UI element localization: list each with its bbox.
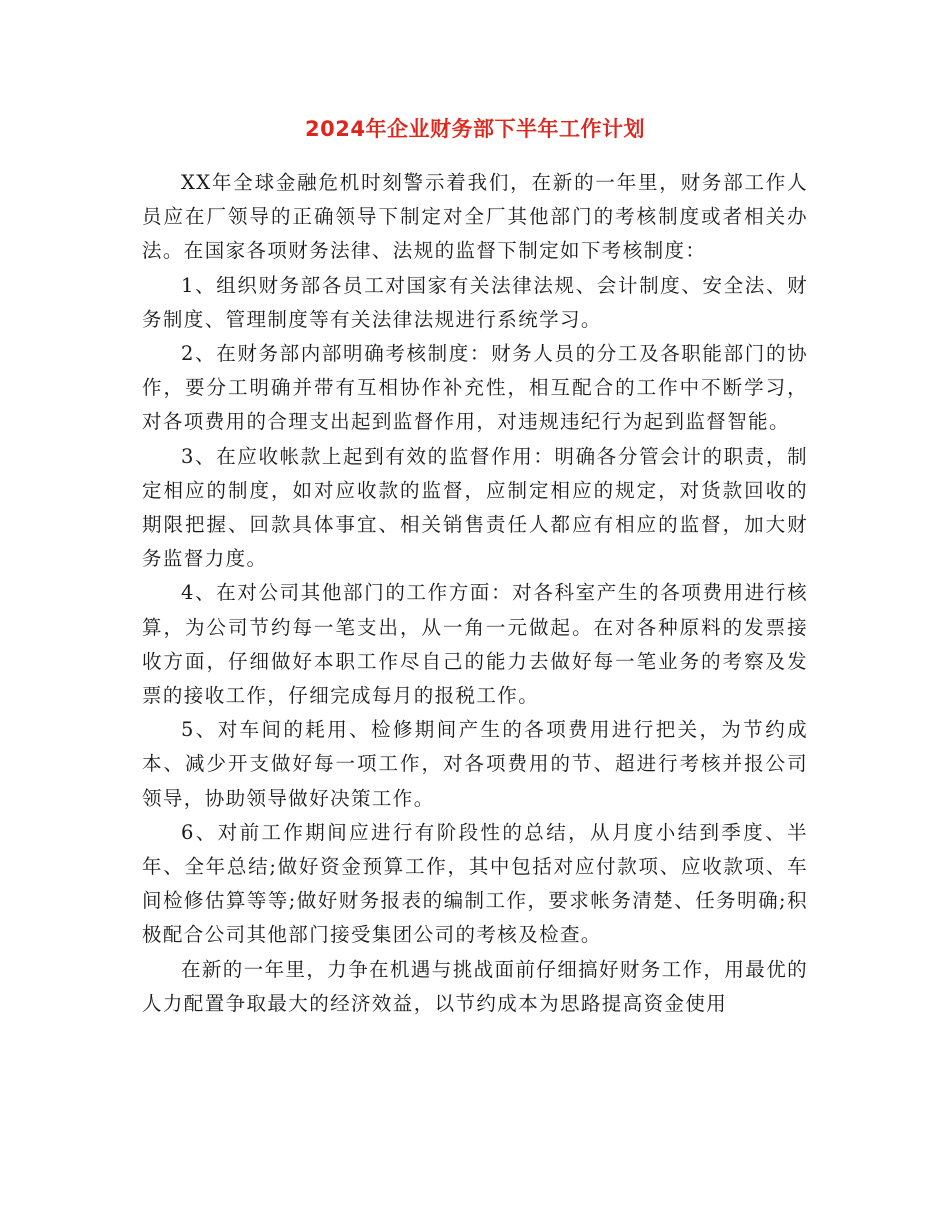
paragraph-item-4: 4、在对公司其他部门的工作方面：对各科室产生的各项费用进行核算，为公司节约每一笔支出，从一角一元做起。在对各种原料的发票接收方面，仔细做好本职工作尽自己的能力去做好每一笔业务的考察及发票的接收工作，仔细完成每月的报税工作。: [142, 581, 808, 708]
paragraph-closing: 在新的一年里，力争在机遇与挑战面前仔细搞好财务工作，用最优的人力配置争取最大的经济效益，以节约成本为思路提高资金使用: [142, 957, 809, 1015]
paragraph-item-3: 3、在应收帐款上起到有效的监督作用：明确各分管会计的职责，制定相应的制度，如对应收款的监督，应制定相应的规定，对货款回收的期限把握、回款具体事宜、相关销售责任人都应有相应的监督，加大财务监督力度。: [142, 444, 808, 571]
paragraph-item-6: 6、对前工作期间应进行有阶段性的总结，从月度小结到季度、半年、全年总结;做好资金预算工作，其中包括对应付款项、应收款项、车间检修估算等等;做好财务报表的编制工作，要求帐务清楚、任务明确;积极配合公司其他部门接受集团公司的考核及检查。: [142, 820, 808, 947]
paragraph-intro: XX年全球金融危机时刻警示着我们，在新的一年里，财务部工作人员应在厂领导的正确领导下制定对全厂其他部门的考核制度或者相关办法。在国家各项财务法律、法规的监督下制定如下考核制度：: [142, 171, 808, 263]
document-title: 2024年企业财务部下半年工作计划: [305, 117, 645, 141]
paragraph-item-2: 2、在财务部内部明确考核制度：财务人员的分工及各职能部门的协作，要分工明确并带有互相协作补充性，相互配合的工作中不断学习，对各项费用的合理支出起到监督作用，对违规违纪行为起到监督智能。: [142, 342, 808, 434]
paragraph-item-5: 5、对车间的耗用、检修期间产生的各项费用进行把关，为节约成本、减少开支做好每一项工作，对各项费用的节、超进行考核并报公司领导，协助领导做好决策工作。: [142, 718, 808, 810]
paragraph-item-1: 1、组织财务部各员工对国家有关法律法规、会计制度、安全法、财务制度、管理制度等有关法律法规进行系统学习。: [142, 273, 808, 331]
